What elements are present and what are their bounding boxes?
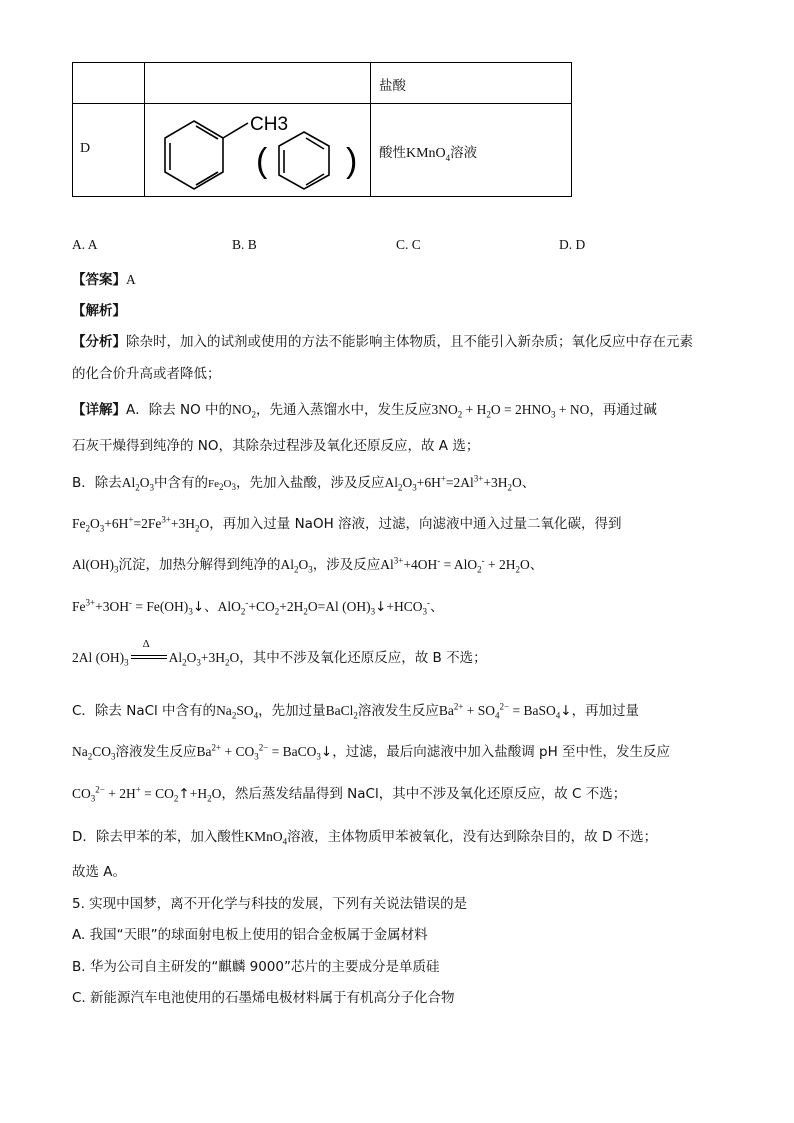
answer-options: [72, 237, 612, 255]
left-paren: (: [256, 142, 268, 180]
fenxi-line2: 的化合价升高或者降低；: [72, 366, 221, 382]
option-c: C. C: [396, 237, 421, 252]
xiangjie-b-line1: B．除去$Al_2O_3$中含有的$Fe_2O_3$，先加入盐酸，涉及反应$Al_2O_3+6H^+=2Al^{3+}+3H_2O$、: [72, 473, 536, 493]
fenxi-line1: 【分析】除杂时，加入的试剂或使用的方法不能影响主体物质，且不能引入新杂质；氧化反应中存在元素: [72, 334, 693, 350]
row2-label: D: [80, 141, 91, 156]
question5-option-c: C. 新能源汽车电池使用的石墨烯电极材料属于有机高分子化合物: [72, 990, 455, 1006]
option-d: D. D: [559, 237, 586, 252]
row2-reagent: 酸性KMnO$_4$溶液: [379, 145, 478, 163]
conclusion: 故选 A。: [72, 864, 127, 880]
question5-stem: 5. 实现中国梦，离不开化学与科技的发展，下列有关说法错误的是: [72, 896, 468, 912]
option-b: B. B: [232, 237, 257, 252]
right-paren: ): [346, 142, 358, 180]
answer-line: [72, 268, 136, 288]
option-a: A. A: [72, 237, 98, 252]
answer-value: A: [126, 272, 136, 287]
answer-label: 【答案】: [72, 272, 126, 288]
toluene-ring: [165, 121, 248, 189]
heating-arrow: Δ: [129, 651, 169, 665]
toluene-benzene-structure: [150, 110, 366, 192]
benzene-ring: [279, 132, 329, 189]
question5-option-b: B. 华为公司自主研发的“麒麟 9000”芯片的主要成分是单质硅: [72, 959, 440, 975]
question-table: [72, 62, 572, 197]
analysis-label: 【解析】: [72, 303, 126, 319]
xiangjie-c-line2: $Na_2CO_3$溶液发生反应$Ba^{2+} + CO_3^{2-}$ = BaCO$_3$↓，过滤，最后向滤液中加入盐酸调 pH 至中性，发生反应: [72, 742, 671, 762]
row1-reagent: 盐酸: [379, 78, 406, 94]
xiangjie-a-line1: 【详解】A．除去 NO 中的$NO_2$，先通入蒸馏水中，发生反应$3NO_2 + H_2O = 2HNO_3$ + NO，再通过碱: [72, 402, 657, 420]
xiangjie-b-line5: 2Al $(OH)_3$ Δ $Al_2O_3+3H_2O$，其中不涉及氧化还原反应，故 B 不选；: [72, 638, 487, 668]
xiangjie-b-line4: $Fe^{3+}+3OH^-$ = $Fe(OH)_3↓$、$AlO_2^-+CO_2+2H_2O=Al$ $(OH)_3↓+HCO_3^-$、: [72, 597, 444, 617]
xiangjie-c-line1: C．除去 NaCl 中含有的$Na_2SO_4$，先加过量BaCl$_2$溶液发生反应$Ba^{2+} + SO_4^{2-}$ = BaSO$_4$↓，再加过量: [72, 701, 640, 721]
xiangjie-b-line3: $Al(OH)_3$沉淀，加热分解得到纯净的$Al_2O_3$，涉及反应$Al^{3+}+4OH^- = AlO_2^- + 2H_2O$、: [72, 555, 544, 575]
ch3-label: CH3: [250, 114, 289, 135]
question5-option-a: A. 我国“天眼”的球面射电板上使用的铝合金板属于金属材料: [72, 927, 428, 943]
xiangjie-d-line1: D．除去甲苯的苯，加入酸性KMnO$_4$溶液，主体物质甲苯被氧化，没有达到除杂目的，故 D 不选；: [72, 829, 658, 847]
xiangjie-b-line2: $Fe_2O_3+6H^+=2Fe^{3+}+3H_2O$，再加入过量 NaOH 溶液，过滤，向滤液中通入过量二氧化碳，得到: [72, 514, 622, 534]
xiangjie-a-line2: 石灰干燥得到纯净的 NO，其除杂过程涉及氧化还原反应，故 A 选；: [72, 438, 480, 454]
xiangjie-c-line3: $CO_3^{2-} + 2H^+$ = $CO_2↑+H_2O$，然后蒸发结晶得到 NaCl，其中不涉及氧化还原反应，故 C 不选；: [72, 784, 627, 804]
